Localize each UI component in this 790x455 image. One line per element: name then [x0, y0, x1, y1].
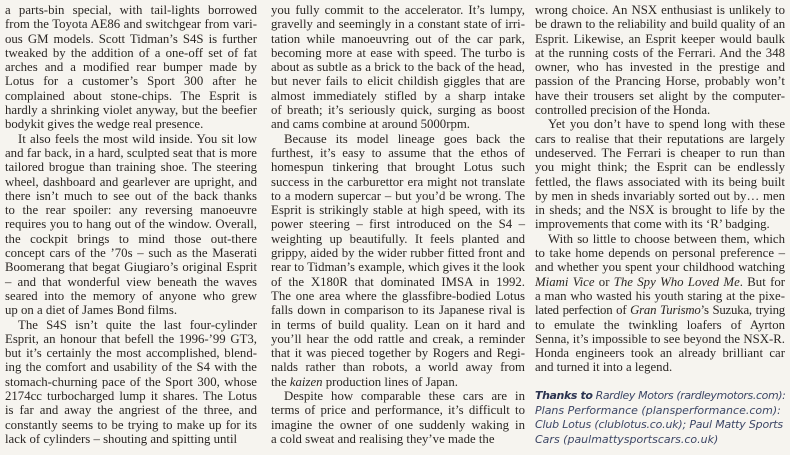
text-line: passion of the Prancing Horse, probably won’t	[535, 74, 785, 89]
text-line: and whether you spent your childhood watching	[535, 260, 785, 275]
text-line: 2174cc turbocharged lump it shares. The Lotus	[5, 389, 257, 404]
article-column-1	[5, 3, 257, 446]
text-line: imagine the owner of one suddenly waking in	[271, 417, 525, 432]
text-line: to the rear spoiler: any reversing manoeuvre	[5, 203, 257, 218]
text-line: – and that wonderful view beneath the waves	[5, 274, 257, 289]
paragraph	[5, 318, 257, 447]
text-line: lack of cylinders – shouting and spitting until	[5, 431, 238, 446]
text-line: but it’s certainly the most accomplished, blend-	[5, 346, 257, 361]
text-line: Esprit is strikingly stable at high speed, with its	[271, 203, 525, 218]
text-line: a cold sweat and realising they’ve made the	[271, 431, 495, 446]
text-line: tation while manoeuvring out of the car park,	[271, 31, 525, 46]
text-line: Senna, it’s impossible to see beyond the NSX-R.	[535, 331, 785, 346]
text-line: to take home depends on personal preference –	[535, 246, 785, 261]
text-line: stomach-churning pace of the Sport 300, whose	[5, 374, 257, 389]
text-line: of breath; it’s seriously quick, surging as boost	[271, 103, 525, 118]
text-line: almost immediately stifled by a sharp intake	[271, 88, 525, 103]
text-line: requires you to hang out of the window. Overall,	[5, 217, 257, 232]
text-line: by men in sheds invariably sorted out by… men	[535, 188, 785, 203]
text-line: tailored brogue than training shoe. The steering	[5, 160, 257, 175]
text-line: arches and a modified rear bumper made by	[5, 60, 257, 75]
paragraph	[5, 132, 257, 318]
text-line	[535, 303, 785, 317]
text-line: and far back, in a hard, sculpted seat that is more	[5, 145, 257, 160]
paragraph	[271, 3, 525, 132]
thanks-label: Thanks to	[535, 389, 593, 402]
text-line: that it was pieced together by Rogers and Regi-	[271, 346, 525, 361]
text-line: constantly seems to be trying to make up for its	[5, 417, 257, 432]
text-line: up on a diet of James Bond films.	[5, 303, 178, 318]
text-line: is far and away the angriest of the three, and	[5, 403, 257, 418]
text-line: furthest, it’s easy to assume that the ethos of	[271, 145, 525, 160]
paragraph	[535, 117, 785, 231]
text-line: fettled, the flaws associated with its being built	[535, 174, 785, 189]
italic-title: Gran Turismo	[630, 303, 701, 318]
text-line: nalds rather than robots, a world away from	[271, 360, 525, 375]
text-line: to emulate the twinkling loafers of Ayrton	[535, 317, 785, 332]
text-line: becoming more at ease with speed. The turbo is	[271, 45, 525, 60]
text-line: wheel, dashboard and gearlever are upright, and	[5, 174, 257, 189]
article-column-2	[271, 3, 525, 446]
text-line: concept cars of the ’70s – such as the Maserati	[5, 246, 257, 261]
text-line: of the X180R that dominated IMSA in 1992.	[271, 274, 525, 289]
text-line: The one area where the glassfibre-bodied Lotus	[271, 288, 525, 303]
text-line: controlled precision of the Honda.	[535, 103, 711, 118]
text-line: rear to Tidman’s example, which gives it the look	[271, 260, 525, 275]
text-line: falls down in comparison to its Japanese rival is	[271, 303, 525, 318]
text-line: ous GM models. Scott Tidman’s S4S is further	[5, 31, 257, 46]
text-line: Esprit. Likewise, an Esprit keeper would baulk	[535, 31, 785, 46]
text-line: and turned it into a legend.	[535, 360, 673, 375]
text-line: Esprit, an honour that befell the 1996-’99 GT3,	[5, 331, 257, 346]
text-line	[535, 275, 785, 289]
text-line: be drawn to the reliability and build quality of an	[535, 17, 785, 32]
text-line: Lotus for a customer’s Sport 300 after he	[5, 74, 257, 89]
paragraph	[271, 132, 525, 389]
text-line: ing the comfort and usability of the S4 with the	[5, 360, 257, 375]
text-line: you fully commit to the accelerator. It’s lumpy,	[271, 3, 525, 17]
text-line: It also feels the most wild inside. You sit low	[18, 131, 257, 146]
text-line: grippy, aided by the wider rubber fitted front and	[271, 246, 525, 261]
text-line: Boomerang that begat Giugiaro’s original Esprit	[5, 260, 257, 275]
article-column-3	[535, 3, 785, 375]
text-line: power steering – first introduced on the S4 –	[271, 217, 525, 232]
text-line: in terms of build quality. Lean on it hard and	[271, 317, 525, 332]
text-line: and cams combine at around 5000rpm.	[271, 117, 471, 132]
text-line: The S4S isn’t quite the last four-cylinder	[18, 317, 257, 332]
paragraph	[271, 389, 525, 446]
text-line: improvements that come with its ‘R’ badging.	[535, 217, 770, 232]
text-line: homespun tinkering that brought Lotus such	[271, 160, 525, 175]
text-line: Honda engineers took an already brilliant car	[535, 346, 785, 361]
text-line: With so little to choose between them, which	[548, 231, 785, 246]
text-line: Yet you don’t have to spend long with these	[548, 117, 785, 132]
text-line: you might think; the Esprit can be endlessly	[535, 160, 785, 175]
text-line: a parts-bin special, with tail-lights borrowed	[5, 3, 257, 17]
italic-title: The Spy Who Loved Me	[613, 274, 740, 289]
text-segment: or	[594, 274, 614, 289]
text-segment: the	[271, 374, 290, 389]
thanks-line: Plans Performance (plansperformance.com):	[535, 403, 781, 417]
text-line: from the Toyota AE86 and switchgear from vari-	[5, 17, 257, 32]
thanks-line: Cars (paulmattysportscars.co.uk)	[535, 432, 719, 446]
italic-title: Miami Vice	[535, 274, 595, 289]
text-line: a man who wasted his youth staring at the pixe-	[535, 288, 785, 303]
italic-title: kaizen	[289, 374, 323, 389]
text-line: have their trousers set alight by the computer-	[535, 88, 785, 103]
text-segment: . But for	[739, 274, 785, 289]
paragraph	[5, 3, 257, 132]
text-line: cars to realise that their reputations are largely	[535, 131, 785, 146]
text-segment: lated perfection of	[535, 303, 631, 318]
text-line: there isn’t much to see out of the back thanks	[5, 188, 257, 203]
text-line: owner, who has invested in the prestige and	[535, 60, 785, 75]
text-line: hardly a shrinking violet anyway, but the beefier	[5, 103, 257, 118]
text-line	[271, 375, 525, 389]
text-line: but never fails to elicit childish giggles that are	[271, 74, 525, 89]
text-line: in sheds; and the NSX is brought to life by the	[535, 203, 785, 218]
text-line: tweaked by the addition of a one-off set of fat	[5, 45, 257, 60]
text-line: seared into the memory of anyone who grew	[5, 288, 257, 303]
text-segment: production lines of Japan.	[322, 374, 458, 389]
text-line: about as subtle as a brick to the back of the head,	[271, 60, 525, 75]
text-line: bodykit gives the wedge real presence.	[5, 117, 204, 132]
text-line: Because its model lineage goes back the	[284, 131, 525, 146]
text-line: at the running costs of the Ferrari. And the 348	[535, 45, 785, 60]
text-line: to a modern supercar – but you’d be wrong. The	[271, 188, 525, 203]
thanks-credits	[535, 389, 787, 447]
thanks-text: Rardley Motors (rardleymotors.com):	[592, 389, 786, 402]
text-line: gravelly and seemingly in a constant state of irri-	[271, 17, 525, 32]
thanks-line: Club Lotus (clublotus.co.uk); Paul Matty Sports	[535, 418, 783, 432]
text-segment: ’s Suzuka, trying	[700, 303, 785, 318]
text-line: success in the carburettor era might not translate	[271, 174, 525, 189]
text-line: wrong choice. An NSX enthusiast is unlikely to	[535, 3, 785, 17]
text-line: you’ll hear the odd rattle and creak, a reminder	[271, 331, 525, 346]
thanks-line	[535, 389, 787, 404]
text-line: complained about stone-chips. The Esprit is	[5, 88, 257, 103]
paragraph	[535, 3, 785, 117]
paragraph	[535, 232, 785, 375]
text-line: the cockpit brings to mind those out-there	[5, 231, 257, 246]
text-line: undeserved. The Ferrari is cheaper to run than	[535, 145, 785, 160]
text-line: terms of price and performance, it’s difficult to	[271, 403, 525, 418]
text-line: Despite how comparable these cars are in	[284, 389, 525, 404]
text-line: weighting up beautifully. It feels planted and	[271, 231, 525, 246]
